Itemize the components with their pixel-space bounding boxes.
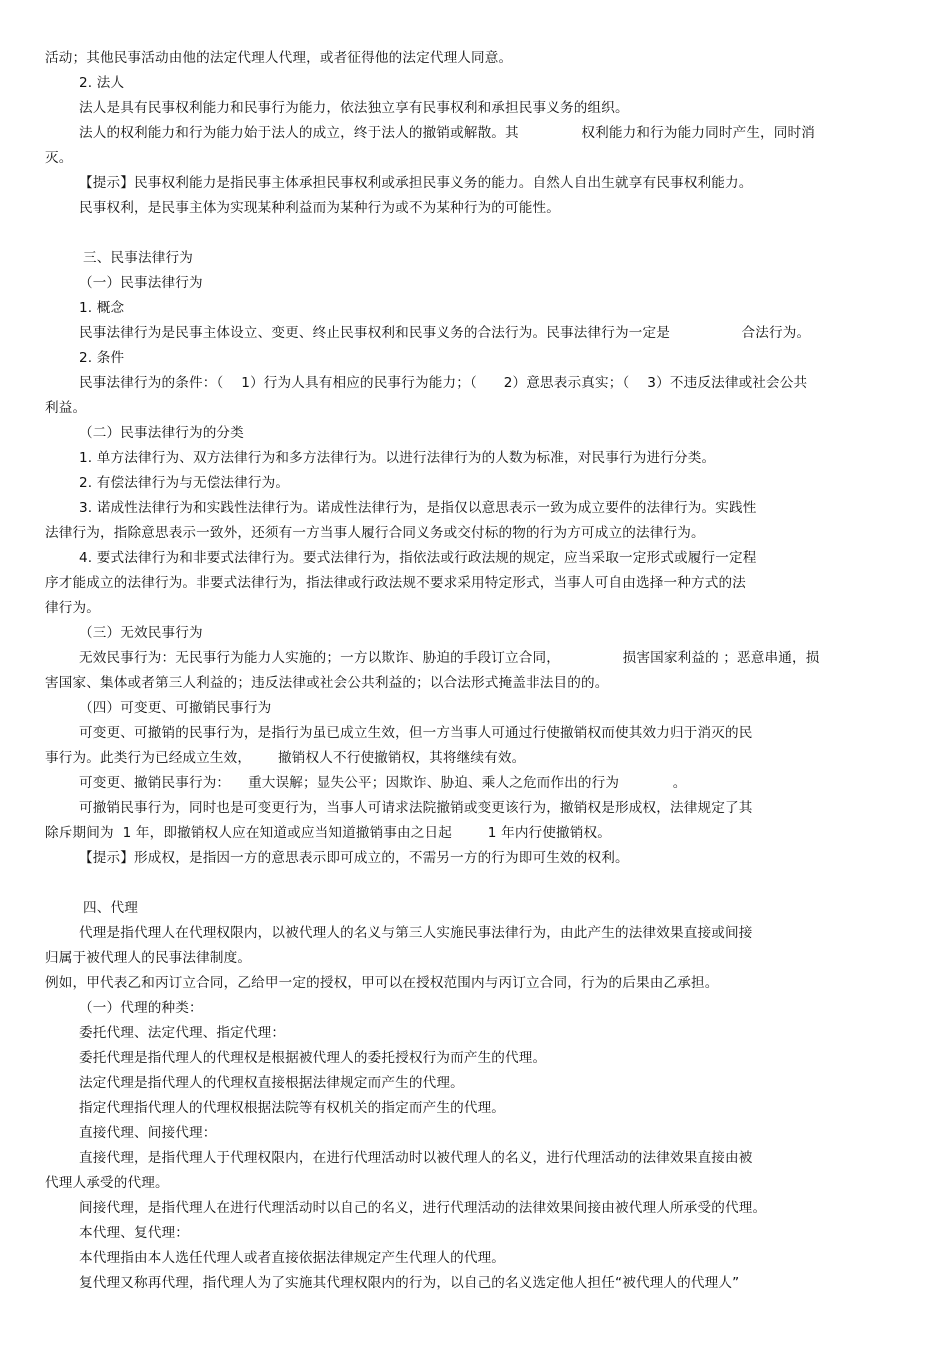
text-line: 间接代理，是指代理人在进行代理活动时以自己的名义，进行代理活动的法律效果间接由被代理人所承受的代理。 — [79, 1200, 767, 1216]
text-line: 直接代理，是指代理人于代理权限内，在进行代理活动时以被代理人的名义，进行代理活动的法律效果直接由被 — [79, 1150, 753, 1166]
subsection-heading: （二）民事法律行为的分类 — [79, 425, 244, 441]
text-line: 可撤销民事行为，同时也是可变更行为，当事人可请求法院撤销或变更该行为，撤销权是形成权，法律规定了其 — [79, 800, 753, 816]
text-line: 活动；其他民事活动由他的法定代理人代理，或者征得他的法定代理人同意。 — [45, 50, 513, 66]
text-line: 民事权利，是民事主体为实现某种利益而为某种行为或不为某种行为的可能性。 — [79, 200, 561, 216]
text-line: 法律行为，指除意思表示一致外，还须有一方当事人履行合同义务或交付标的物的行为方可成立的法律行为。 — [45, 525, 705, 541]
list-item: 4. 要式法律行为和非要式法律行为。要式法律行为，指依法或行政法规的规定，应当采取一定形式或履行一定程 — [79, 550, 757, 566]
text-line: 利益。 — [45, 400, 87, 416]
text-line: 民事法律行为是民事主体设立、变更、终止民事权利和民事义务的合法行为。民事法律行为一定是 合法行为。 — [79, 325, 811, 341]
list-item: 1. 单方法律行为、双方法律行为和多方法律行为。以进行法律行为的人数为标准，对民事行为进行分类。 — [79, 450, 716, 466]
subsection-heading: （一）民事法律行为 — [79, 275, 203, 291]
section-heading: 2. 条件 — [79, 350, 125, 366]
text-line: 归属于被代理人的民事法律制度。 — [45, 950, 252, 966]
list-item: 3. 诺成性法律行为和实践性法律行为。诺成性法律行为，是指仅以意思表示一致为成立要件的法律行为。实践性 — [79, 500, 757, 516]
subsection-heading: （一）代理的种类： — [79, 1000, 203, 1016]
text-line: 代理是指代理人在代理权限内，以被代理人的名义与第三人实施民事法律行为，由此产生的法律效果直接或间接 — [79, 925, 753, 941]
text-line: 无效民事行为：无民事行为能力人实施的；一方以欺诈、胁迫的手段订立合同， 损害国家利益的 ；恶意串通，损 — [79, 650, 820, 666]
text-line: 害国家、集体或者第三人利益的；违反法律或社会公共利益的；以合法形式掩盖非法目的的。 — [45, 675, 609, 691]
text-line: 委托代理是指代理人的代理权是根据被代理人的委托授权行为而产生的代理。 — [79, 1050, 547, 1066]
text-line: 法定代理是指代理人的代理权直接根据法律规定而产生的代理。 — [79, 1075, 464, 1091]
section-heading: 1. 概念 — [79, 300, 125, 316]
section-heading: 三、民事法律行为 — [83, 250, 193, 266]
subsection-heading: （三）无效民事行为 — [79, 625, 203, 641]
list-item: 2. 有偿法律行为与无偿法律行为。 — [79, 475, 290, 491]
text-line: 灭。 — [45, 150, 73, 166]
text-line: 例如，甲代表乙和丙订立合同，乙给甲一定的授权，甲可以在授权范围内与丙订立合同，行为的后果由乙承担。 — [45, 975, 719, 991]
text-line: 直接代理、间接代理： — [79, 1125, 217, 1141]
text-line: 本代理指由本人选任代理人或者直接依据法律规定产生代理人的代理。 — [79, 1250, 506, 1266]
text-line: 民事法律行为的条件：（ 1）行为人具有相应的民事行为能力；（ 2）意思表示真实；（ 3）不违反法律或社会公共 — [79, 375, 808, 391]
text-line: 法人是具有民事权利能力和民事行为能力，依法独立享有民事权利和承担民事义务的组织。 — [79, 100, 629, 116]
text-line: 本代理、复代理： — [79, 1225, 189, 1241]
tip-line: 【提示】民事权利能力是指民事主体承担民事权利或承担民事义务的能力。自然人自出生就享有民事权利能力。 — [79, 175, 753, 191]
text-line: 除斥期间为 1 年，即撤销权人应在知道或应当知道撤销事由之日起 1 年内行使撤销权。 — [45, 825, 612, 841]
text-line: 代理人承受的代理。 — [45, 1175, 169, 1191]
text-line: 指定代理指代理人的代理权根据法院等有权机关的指定而产生的代理。 — [79, 1100, 506, 1116]
text-line: 复代理又称再代理，指代理人为了实施其代理权限内的行为，以自己的名义选定他人担任“被代理人的代理人” — [79, 1275, 740, 1291]
subsection-heading: （四）可变更、可撤销民事行为 — [79, 700, 272, 716]
text-line: 法人的权利能力和行为能力始于法人的成立，终于法人的撤销或解散。其 权利能力和行为能力同时产生，同时消 — [79, 125, 816, 141]
section-heading: 2. 法人 — [79, 75, 125, 91]
text-line: 可变更、撤销民事行为： 重大误解；显失公平；因欺诈、胁迫、乘人之危而作出的行为 。 — [79, 775, 687, 791]
text-line: 可变更、可撤销的民事行为，是指行为虽已成立生效，但一方当事人可通过行使撤销权而使其效力归于消灭的民 — [79, 725, 753, 741]
text-line: 律行为。 — [45, 600, 100, 616]
text-line: 委托代理、法定代理、指定代理： — [79, 1025, 286, 1041]
text-line: 序才能成立的法律行为。非要式法律行为，指法律或行政法规不要求采用特定形式，当事人可自由选择一种方式的法 — [45, 575, 746, 591]
section-heading: 四、代理 — [83, 900, 138, 916]
text-line: 事行为。此类行为已经成立生效， 撤销权人不行使撤销权，其将继续有效。 — [45, 750, 526, 766]
tip-line: 【提示】形成权，是指因一方的意思表示即可成立的，不需另一方的行为即可生效的权利。 — [79, 850, 629, 866]
